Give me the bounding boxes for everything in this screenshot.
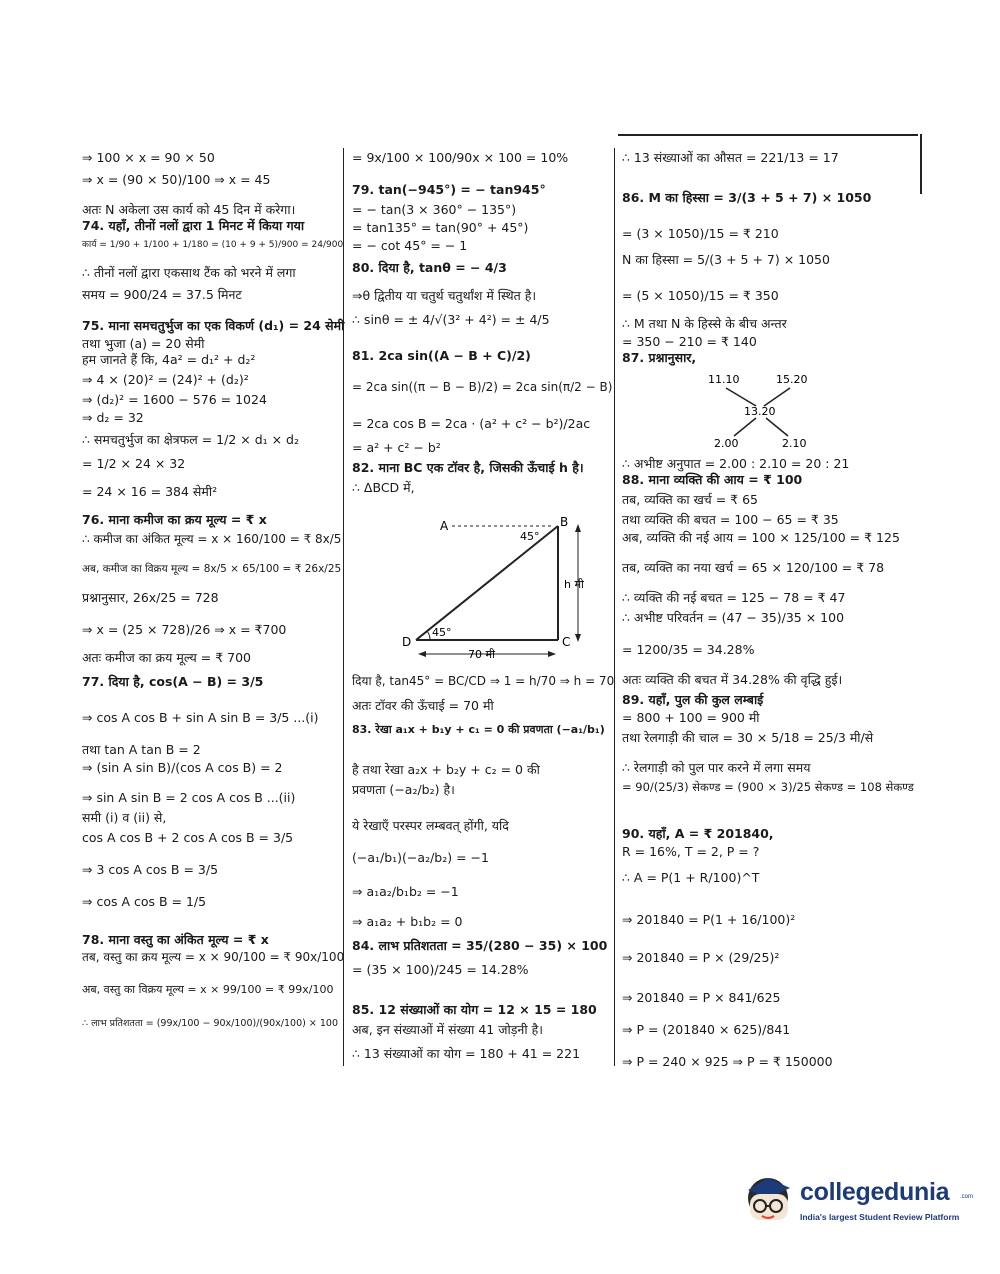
col1-line: ⇒ x = (90 × 50)/100 ⇒ x = 45 — [82, 172, 271, 187]
col1-line: ⇒ (sin A sin B)/(cos A cos B) = 2 — [82, 760, 283, 775]
col3-line: = (3 × 1050)/15 = ₹ 210 — [622, 226, 779, 241]
col1-line: ⇒ cos A cos B = 1/5 — [82, 894, 207, 909]
col1-line: अतः N अकेला उस कार्य को 45 दिन में करेगा। — [82, 202, 296, 217]
col3-line: = 800 + 100 = 900 मी — [622, 710, 760, 725]
col1-line: समी (i) व (ii) से, — [82, 810, 167, 825]
base-label: 70 मी — [468, 648, 495, 661]
alligation-cross-diagram — [700, 372, 820, 450]
col2-line: प्रवणता (−a₂/b₂) है। — [352, 782, 455, 797]
col3-line: तथा व्यक्ति की बचत = 100 − 65 = ₹ 35 — [622, 512, 839, 527]
cross-line-2 — [764, 388, 790, 406]
col1-line: = 24 × 16 = 384 सेमी² — [82, 484, 218, 499]
col3-line: ⇒ 201840 = P × (29/25)² — [622, 950, 780, 965]
col1-line: 74. यहाँ, तीनों नलों द्वारा 1 मिनट में किया गया — [82, 218, 305, 233]
col1-line: तथा tan A tan B = 2 — [82, 742, 201, 757]
col2-line: ⇒ a₁a₂ + b₁b₂ = 0 — [352, 914, 463, 929]
col3-line: ⇒ P = (201840 × 625)/841 — [622, 1022, 791, 1037]
col2-line: 81. 2ca sin((A − B + C)/2) — [352, 348, 531, 363]
collegedunia-logo — [742, 1168, 972, 1234]
arrow-head-up — [575, 524, 581, 532]
col2-line: अतः टॉवर की ऊँचाई = 70 मी — [352, 698, 494, 713]
col2-line: ⇒ a₁a₂/b₁b₂ = −1 — [352, 884, 459, 899]
col3-line: तथा रेलगाड़ी की चाल = 30 × 5/18 = 25/3 मी/से — [622, 730, 874, 745]
label-a: A — [440, 519, 449, 533]
col2-line: = − cot 45° = − 1 — [352, 238, 468, 253]
col3-line: ⇒ 201840 = P × 841/625 — [622, 990, 781, 1005]
col2-line: 80. दिया है, tanθ = − 4/3 — [352, 260, 507, 275]
col1-line: तब, वस्तु का क्रय मूल्य = x × 90/100 = ₹ 90x/100 — [82, 950, 345, 964]
col2-line: है तथा रेखा a₂x + b₂y + c₂ = 0 की — [352, 762, 540, 777]
cross-center: 13.20 — [744, 405, 776, 418]
col1-line: ∴ लाभ प्रतिशतता = (99x/100 − 90x/100)/(90x/100) × 100 — [82, 1018, 338, 1029]
col2-line: = 2ca cos B = 2ca · (a² + c² − b²)/2ac — [352, 416, 591, 431]
col1-line: ⇒ (d₂)² = 1600 − 576 = 1024 — [82, 392, 267, 407]
col3-line: ∴ M तथा N के हिस्से के बीच अन्तर — [622, 316, 787, 331]
col2-line: ∴ ΔBCD में, — [352, 480, 415, 495]
col2-line: = − tan(3 × 360° − 135°) — [352, 202, 517, 217]
col2-line: 82. माना BC एक टॉवर है, जिसकी ऊँचाई h है। — [352, 460, 584, 475]
col1-line: ⇒ 100 × x = 90 × 50 — [82, 150, 215, 165]
col1-line: तथा भुजा (a) = 20 सेमी — [82, 336, 205, 351]
col1-line: 78. माना वस्तु का अंकित मूल्य = ₹ x — [82, 932, 269, 947]
col1-line: हम जानते हैं कि, 4a² = d₁² + d₂² — [82, 352, 256, 367]
col1-line: ⇒ 4 × (20)² = (24)² + (d₂)² — [82, 372, 249, 387]
col3-line: = 350 − 210 = ₹ 140 — [622, 334, 757, 349]
col2-line: ⇒θ द्वितीय या चतुर्थ चतुर्थांश में स्थित है। — [352, 288, 537, 303]
col1-line: प्रश्नानुसार, 26x/25 = 728 — [82, 590, 219, 605]
col1-line: ∴ कमीज का अंकित मूल्य = x × 160/100 = ₹ 8x/5 — [82, 532, 342, 546]
col3-line: ⇒ 201840 = P(1 + 16/100)² — [622, 912, 796, 927]
col1-line: ⇒ d₂ = 32 — [82, 410, 144, 425]
label-c: C — [562, 635, 571, 649]
col1-line: समय = 900/24 = 37.5 मिनट — [82, 287, 242, 302]
col2-line: 79. tan(−945°) = − tan945° — [352, 182, 546, 197]
col3-line: 89. यहाँ, पुल की कुल लम्बाई — [622, 692, 764, 707]
col1-line: ∴ समचतुर्भुज का क्षेत्रफल = 1/2 × d₁ × d₂ — [82, 432, 300, 447]
col1-line: = 1/2 × 24 × 32 — [82, 456, 186, 471]
col1-line: ⇒ cos A cos B + sin A sin B = 3/5 ...(i) — [82, 710, 319, 725]
col2-line: (−a₁/b₁)(−a₂/b₂) = −1 — [352, 850, 489, 865]
col1-line: 76. माना कमीज का क्रय मूल्य = ₹ x — [82, 512, 267, 527]
logo-dotcom: .com — [960, 1194, 974, 1200]
col3-line: ∴ व्यक्ति की नई बचत = 125 − 78 = ₹ 47 — [622, 590, 846, 605]
col1-line: अब, वस्तु का विक्रय मूल्य = x × 99/100 = ₹ 99x/100 — [82, 983, 334, 996]
angle-arc-d — [427, 631, 430, 640]
col2-line: = a² + c² − b² — [352, 440, 441, 455]
col2-line: = tan135° = tan(90° + 45°) — [352, 220, 529, 235]
cross-line-4 — [766, 418, 788, 436]
col2-line: 84. लाभ प्रतिशतता = 35/(280 − 35) × 100 — [352, 938, 608, 953]
arrow-head-left — [418, 651, 426, 657]
col1-line: ⇒ 3 cos A cos B = 3/5 — [82, 862, 219, 877]
col2-line: 85. 12 संख्याओं का योग = 12 × 15 = 180 — [352, 1002, 597, 1017]
height-label: h मी — [564, 578, 584, 591]
col1-line: ⇒ sin A sin B = 2 cos A cos B ...(ii) — [82, 790, 296, 805]
col2-line: ये रेखाएँ परस्पर लम्बवत् होंगी, यदि — [352, 818, 509, 833]
col1-line: cos A cos B + 2 cos A cos B = 3/5 — [82, 830, 294, 845]
col2-line: = 9x/100 × 100/90x × 100 = 10% — [352, 150, 569, 165]
logo-tagline: India's largest Student Review Platform — [800, 1212, 960, 1222]
angle-bottom-label: 45° — [432, 626, 452, 639]
col3-line: ∴ अभीष्ट परिवर्तन = (47 − 35)/35 × 100 — [622, 610, 845, 625]
label-d: D — [402, 635, 412, 649]
col1-line: अब, कमीज का विक्रय मूल्य = 8x/5 × 65/100 = ₹ 26x/25 — [82, 563, 342, 575]
col3-line: 90. यहाँ, A = ₹ 201840, — [622, 826, 774, 841]
logo-mascot-icon — [742, 1168, 798, 1228]
tower-triangle-diagram — [396, 512, 606, 662]
top-rule-right — [618, 134, 918, 136]
col3-line: ∴ रेलगाड़ी को पुल पार करने में लगा समय — [622, 760, 811, 775]
column-divider-2 — [614, 148, 615, 1066]
col3-line: ∴ अभीष्ट अनुपात = 2.00 : 2.10 = 20 : 21 — [622, 456, 850, 471]
col2-line: दिया है, tan45° = BC/CD ⇒ 1 = h/70 ⇒ h = 70 — [352, 674, 615, 688]
col3-line: अब, व्यक्ति की नई आय = 100 × 125/100 = ₹ 125 — [622, 530, 900, 545]
col2-line: अब, इन संख्याओं में संख्या 41 जोड़नी है। — [352, 1022, 543, 1037]
arrow-head-right — [548, 651, 556, 657]
col3-line: ∴ A = P(1 + R/100)^T — [622, 870, 760, 885]
col1-line: 75. माना समचतुर्भुज का एक विकर्ण (d₁) = 24 सेमी — [82, 318, 345, 333]
column-divider-1 — [343, 148, 344, 1066]
col1-line: 77. दिया है, cos(A − B) = 3/5 — [82, 674, 264, 689]
col3-line: 86. M का हिस्सा = 3/(3 + 5 + 7) × 1050 — [622, 190, 872, 205]
col3-line: 87. प्रश्नानुसार, — [622, 350, 697, 365]
triangle-hypotenuse — [416, 526, 558, 640]
cross-bottom-right: 2.10 — [782, 437, 807, 450]
col3-line: N का हिस्सा = 5/(3 + 5 + 7) × 1050 — [622, 252, 830, 267]
cross-line-1 — [726, 388, 756, 406]
arrow-head-down — [575, 634, 581, 642]
col2-line: 83. रेखा a₁x + b₁y + c₁ = 0 की प्रवणता (−a₁/b₁) — [352, 723, 605, 736]
col3-line: तब, व्यक्ति का खर्च = ₹ 65 — [622, 492, 758, 507]
col3-line: ⇒ P = 240 × 925 ⇒ P = ₹ 150000 — [622, 1054, 833, 1069]
col3-line: ∴ 13 संख्याओं का औसत = 221/13 = 17 — [622, 150, 839, 165]
angle-top-label: 45° — [520, 530, 540, 543]
col2-line: = (35 × 100)/245 = 14.28% — [352, 962, 529, 977]
col1-line: कार्य = 1/90 + 1/100 + 1/180 = (10 + 9 + 5)/900 = 24/900 — [82, 240, 344, 250]
col1-line: अतः कमीज का क्रय मूल्य = ₹ 700 — [82, 650, 252, 665]
col3-line: अतः व्यक्ति की बचत में 34.28% की वृद्धि हुई। — [622, 672, 843, 687]
col2-line: ∴ 13 संख्याओं का योग = 180 + 41 = 221 — [352, 1046, 581, 1061]
col3-line: R = 16%, T = 2, P = ? — [622, 844, 760, 859]
col1-line: ⇒ x = (25 × 728)/26 ⇒ x = ₹700 — [82, 622, 287, 637]
col3-line: तब, व्यक्ति का नया खर्च = 65 × 120/100 = ₹ 78 — [622, 560, 885, 575]
logo-wordmark: collegedunia — [800, 1178, 950, 1206]
col3-line: = 90/(25/3) सेकण्ड = (900 × 3)/25 सेकण्ड = 108 सेकण्ड — [622, 780, 914, 794]
col2-line: ∴ sinθ = ± 4/√(3² + 4²) = ± 4/5 — [352, 312, 550, 327]
col3-line: = (5 × 1050)/15 = ₹ 350 — [622, 288, 779, 303]
cross-bottom-left: 2.00 — [714, 437, 739, 450]
right-page-edge — [920, 134, 922, 194]
label-b: B — [560, 515, 569, 529]
cross-top-right: 15.20 — [776, 373, 808, 386]
col3-line: = 1200/35 = 34.28% — [622, 642, 755, 657]
col2-line: = 2ca sin((π − B − B)/2) = 2ca sin(π/2 − B) — [352, 380, 613, 394]
col3-line: 88. माना व्यक्ति की आय = ₹ 100 — [622, 472, 803, 487]
cross-line-3 — [734, 418, 756, 436]
cross-top-left: 11.10 — [708, 373, 740, 386]
col1-line: ∴ तीनों नलों द्वारा एकसाथ टैंक को भरने में लगा — [82, 265, 296, 280]
